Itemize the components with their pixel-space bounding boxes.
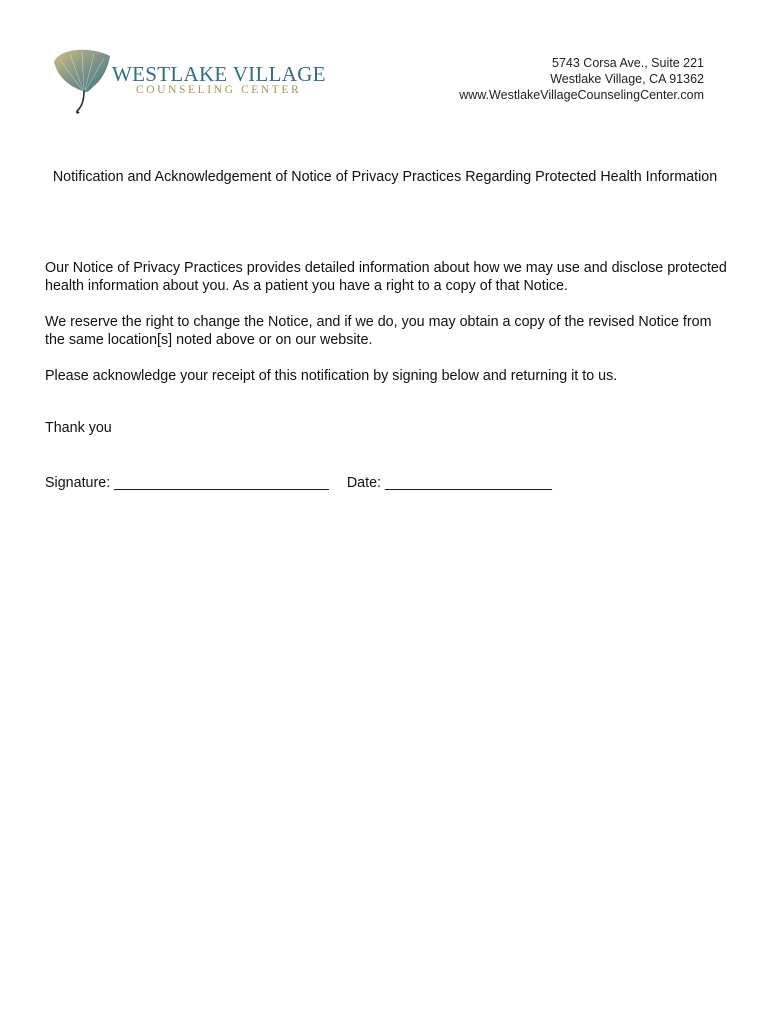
closing-text: Thank you xyxy=(45,420,112,436)
logo-subtitle: COUNSELING CENTER xyxy=(136,84,302,96)
address-block xyxy=(459,55,704,103)
website-link[interactable]: www.WestlakeVillageCounselingCenter.com xyxy=(459,88,704,102)
signature-row xyxy=(45,475,552,491)
paragraph-notice-changes: We reserve the right to change the Notice, and if we do, you may obtain a copy of the revised Notice from the same location[s] noted above or on our website. xyxy=(45,314,712,348)
logo xyxy=(50,46,326,116)
signature-field[interactable]: Signature: ___________________________ xyxy=(45,475,329,491)
date-field[interactable]: Date: _____________________ xyxy=(346,475,552,491)
address-line-2: Westlake Village, CA 91362 xyxy=(550,72,704,86)
document-title: Notification and Acknowledgement of Notice of Privacy Practices Regarding Protected Health Information xyxy=(52,169,718,185)
logo-name: WESTLAKE VILLAGE xyxy=(112,62,326,86)
address-line-1: 5743 Corsa Ave., Suite 221 xyxy=(552,56,704,70)
paragraph-privacy-notice: Our Notice of Privacy Practices provides detailed information about how we may use and disclose protected health information about you. As a patient you have a right to a copy of that Notice. xyxy=(45,260,727,294)
ginkgo-leaf-icon xyxy=(50,46,114,116)
paragraph-acknowledge: Please acknowledge your receipt of this notification by signing below and returning it to us. xyxy=(45,368,618,384)
